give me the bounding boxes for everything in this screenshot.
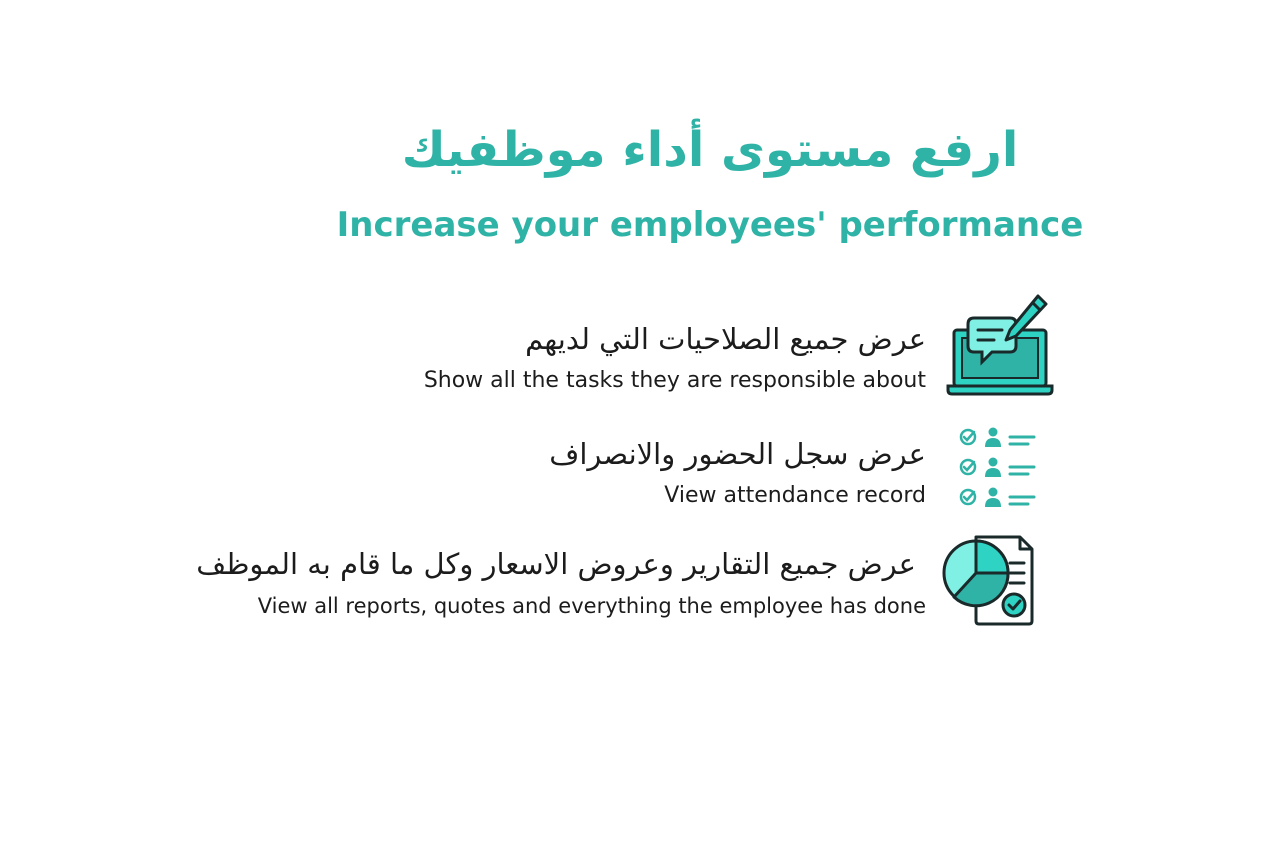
feature-title-arabic: عرض جميع التقارير وعروض الاسعار وكل ما قام به الموظف [196,547,916,581]
page-title-english: Increase your employees' performance [336,205,1084,245]
feature-item-permissions [424,320,926,396]
feature-item-attendance [549,435,926,511]
report-pie-chart-icon [940,533,1036,627]
feature-description-english: Show all the tasks they are responsible about [423,368,926,393]
feature-description-english: View all reports, quotes and everything the employee has done [257,594,926,618]
feature-title-arabic: عرض جميع الصلاحيات التي لديهم [525,322,926,356]
feature-item-reports [196,545,926,621]
feature-title-arabic: عرض سجل الحضور والانصراف [549,437,926,471]
attendance-checklist-icon [958,425,1038,513]
feature-description-english: View attendance record [664,483,926,508]
page-title-arabic: ارفع مستوى أداء موظفيك [401,122,1019,178]
laptop-chat-pen-icon [946,292,1054,396]
